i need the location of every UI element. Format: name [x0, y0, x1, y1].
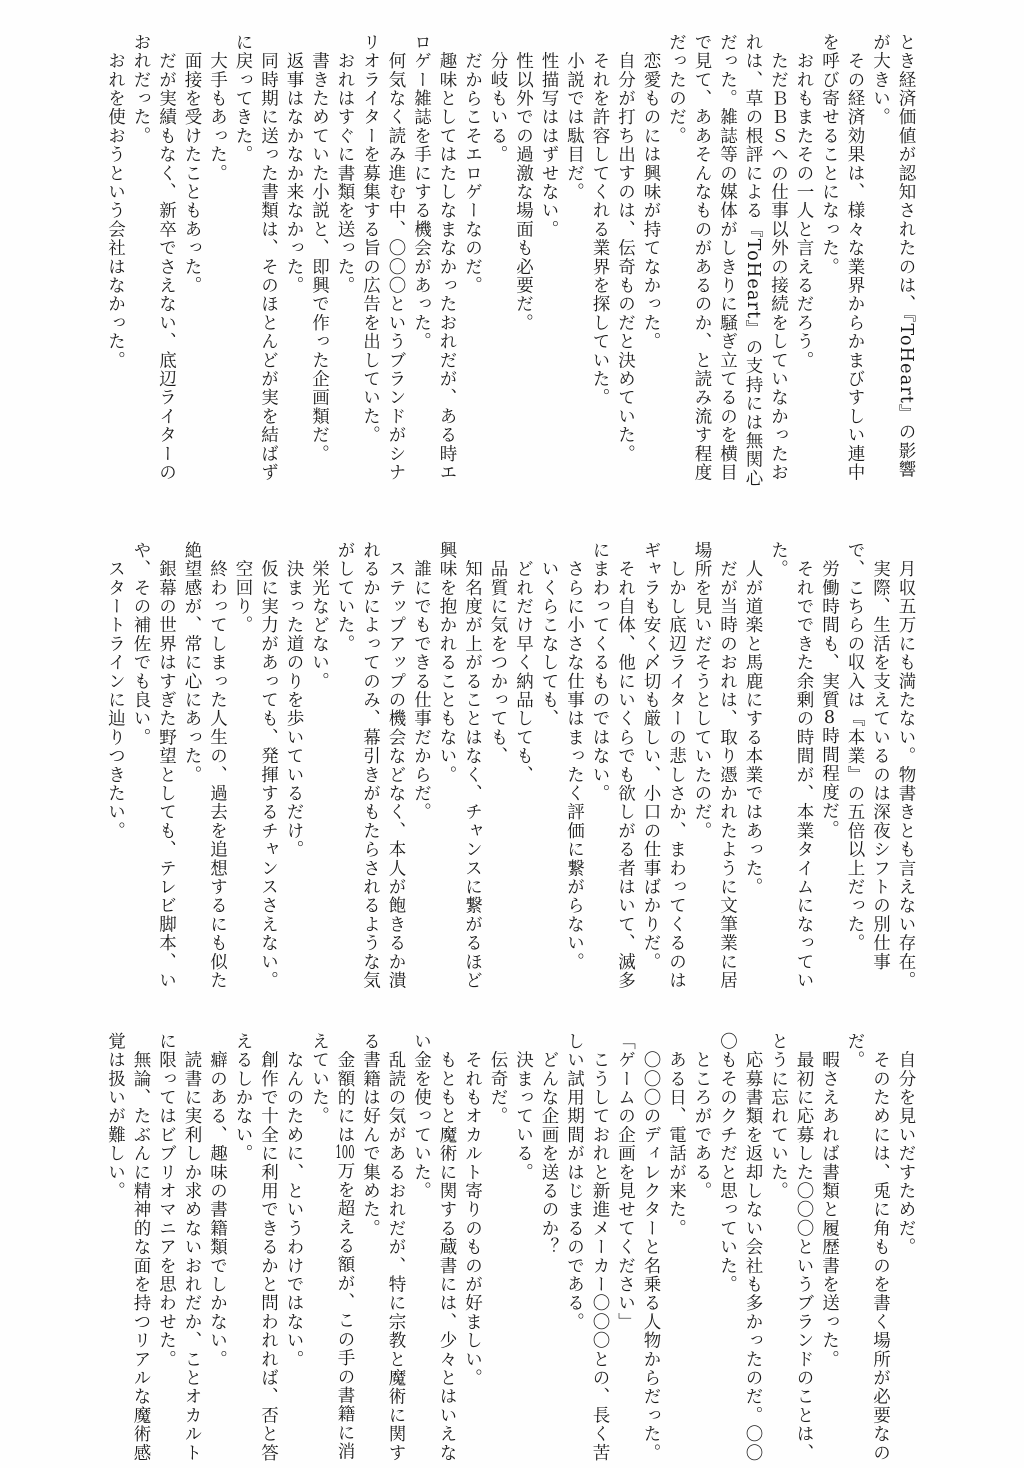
paragraph: 銀幕の世界はすぎた野望としても、テレビ脚本、いや、その補佐でも良い。 [131, 541, 177, 990]
paragraph: 分岐もいる。 [488, 33, 508, 164]
paragraph: 仮に実力があっても、発揮するチャンスさえない。 [258, 541, 279, 990]
paragraph: 労働時間も、実質8時間程度だ。 [819, 541, 840, 840]
paragraph: 実際、生活を支えているのは深夜シフトの別仕事で、こちらの収入は『本業』の五倍以上だった。 [845, 541, 891, 972]
tatechuyoko-number: 8 [823, 709, 836, 727]
paragraph: だが当時のおれは、取り憑かれたように文筆業に居場所を見いだそうとしていたのだ。 [692, 541, 738, 990]
paragraph: 誰にでもできる仕事だからだ。 [411, 541, 432, 822]
text-block-middle [102, 541, 918, 991]
paragraph: もともと魔術に関する蔵書には、少々とはいえない金を使っていた。 [411, 1032, 457, 1463]
paragraph: ところがである。 [692, 1032, 712, 1201]
text-block-bottom [102, 1032, 918, 1468]
paragraph: しかし底辺ライターの悲しさか、まわってくるのはギャラも安く〆切も厳しい、小口の仕事ばかりだ。 [641, 541, 687, 990]
paragraph: 〇〇〇のディレクターと名乗る人物からだった。 [641, 1032, 661, 1463]
paragraph: 空回り。 [233, 541, 253, 635]
paragraph: 無論、たぶんに精神的な面を持つリアルな魔術感覚は扱いが難しい。 [105, 1032, 151, 1463]
paragraph: 書きためていた小説と、即興で作った企画類だ。 [309, 33, 330, 464]
paragraph: 性描写ははずせない。 [539, 33, 559, 239]
paragraph: ある日、電話が来た。 [666, 1032, 687, 1238]
paragraph: おれもまたその一人と言えるだろう。 [794, 33, 814, 370]
paragraph: 月収五万にも満たない。物書きとも言えない存在。 [896, 541, 916, 990]
paragraph: 決まっている。 [513, 1032, 534, 1182]
text-block-top [102, 33, 918, 489]
paragraph: 読書に実利しか求めないおれだか、ことオカルトに限ってはビブリオマニアを思わせた。 [156, 1032, 202, 1463]
paragraph: 知名度が上がることはなく、チャンスに繋がるほど興味を抱かれることもない。 [437, 541, 483, 990]
paragraph: おれはすぐに書類を送った。 [335, 33, 355, 295]
paragraph: だが実績もなく、新卒でさえない、底辺ライターのおれだった。 [131, 33, 177, 482]
paragraph: どれだけ早く納品しても、 [513, 541, 534, 785]
paragraph: こうしておれと新進メーカー〇〇〇との、長く苦しい試用期間がはじまるのである。 [564, 1032, 610, 1463]
paragraph: ステップアップの機会などなく、本人が飽きるか潰れるかによってのみ、幕引きがもたらされるような気がしていた。 [335, 541, 406, 990]
paragraph: おれを使おうという会社はなかった。 [105, 33, 126, 370]
paragraph: 返事はなかなか来なかった。 [284, 33, 304, 295]
paragraph: 大手もあった。 [207, 33, 228, 183]
paragraph: 決まった道のりを歩いているだけ。 [284, 541, 304, 859]
paragraph: 自分を見いだすためだ。 [896, 1032, 916, 1257]
paragraph: ただＢＢＳへの仕事以外の接続をしていなかったおれは、草の根評による『ToHeart』の支持には無関心だった。雑誌等の媒体がしきりに騒ぎ立てるのを横目で見て、ああそんなものがあるのか、と読み流す程度だったのだ。 [666, 33, 789, 488]
paragraph: どんな企画を送るのか？ [539, 1032, 559, 1257]
paragraph: 品質に気をつかっても、 [488, 541, 508, 766]
paragraph: 暇さえあれば書類と履歴書を送った。 [819, 1032, 840, 1369]
paragraph: 創作で十全に利用できるかと問われれば、否と答えるしかない。 [233, 1032, 279, 1463]
tatechuyoko-number: 100 [335, 1144, 355, 1162]
paragraph: 同時期に送った書類は、そのほとんどが実を結ばずに戻ってきた。 [233, 33, 279, 482]
paragraph: 趣味としてはたしなまなかったおれだが、ある時エロゲー雑誌を手にする機会があった。 [411, 33, 457, 482]
paragraph: 金額的には100万を超える額が、この手の書籍に消えていた。 [309, 1032, 355, 1461]
paragraph: 人が道楽と馬鹿にする本業ではあった。 [743, 541, 763, 897]
paragraph: それ自体、他にいくらでも欲しがる者はいて、滅多にまわってくるものではない。 [590, 541, 636, 990]
paragraph: それを許容してくれる業界を探していた。 [590, 33, 610, 407]
paragraph: 終わってしまった人生の、過去を追想するにも似た絶望感が、常に心にあった。 [182, 541, 228, 990]
paragraph: 何気なく読み進む中、〇〇〇というブランドがシナリオライターを募集する旨の広告を出していた。 [360, 33, 406, 482]
paragraph: いくらこなしても、 [539, 541, 559, 728]
paragraph: 面接を受けたこともあった。 [182, 33, 202, 295]
paragraph: 恋愛ものには興味が持てなかった。 [641, 33, 661, 351]
paragraph: 最初に応募した〇〇〇というブランドのことは、とうに忘れていた。 [768, 1032, 814, 1463]
paragraph: スタートラインに辿りつきたい。 [105, 541, 126, 841]
paragraph: 性以外での過激な場面も必要だ。 [513, 33, 534, 333]
paragraph: 「ゲームの企画を見せてください」 [615, 1032, 636, 1332]
paragraph: さらに小さな仕事はまったく評価に繋がらない。 [564, 541, 585, 972]
paragraph: だからこそエロゲーなのだ。 [462, 33, 483, 295]
paragraph: 伝奇だ。 [488, 1032, 508, 1126]
paragraph: 乱読の気があるおれだが、特に宗教と魔術に関する書籍は好んで集めた。 [360, 1032, 406, 1463]
paragraph: その経済効果は、様々な業界からかまびすしい連中を呼び寄せることになった。 [819, 33, 865, 482]
paragraph: それもオカルト寄りのものが好ましい。 [462, 1032, 483, 1388]
paragraph: それでできた余剰の時間が、本業タイムになっていた。 [768, 541, 814, 990]
paragraph: 小説では駄目だ。 [564, 33, 585, 202]
paragraph: 栄光などない。 [309, 541, 330, 691]
paragraph: そのためには、兎に角ものを書く場所が必要なのだ。 [845, 1032, 891, 1463]
paragraph: なんのために、というわけではない。 [284, 1032, 304, 1369]
paragraph: 自分が打ち出すのは、伝奇ものだと決めていた。 [615, 33, 636, 464]
paragraph: 癖のある、趣味の書籍類でしかない。 [207, 1032, 228, 1369]
paragraph: とき経済価値が認知されたのは、『ToHeart』の影響が大きい。 [870, 33, 916, 479]
paragraph: 応募書類を返却しない会社も多かったのだ。〇〇〇もそのクチだと思っていた。 [717, 1032, 763, 1463]
